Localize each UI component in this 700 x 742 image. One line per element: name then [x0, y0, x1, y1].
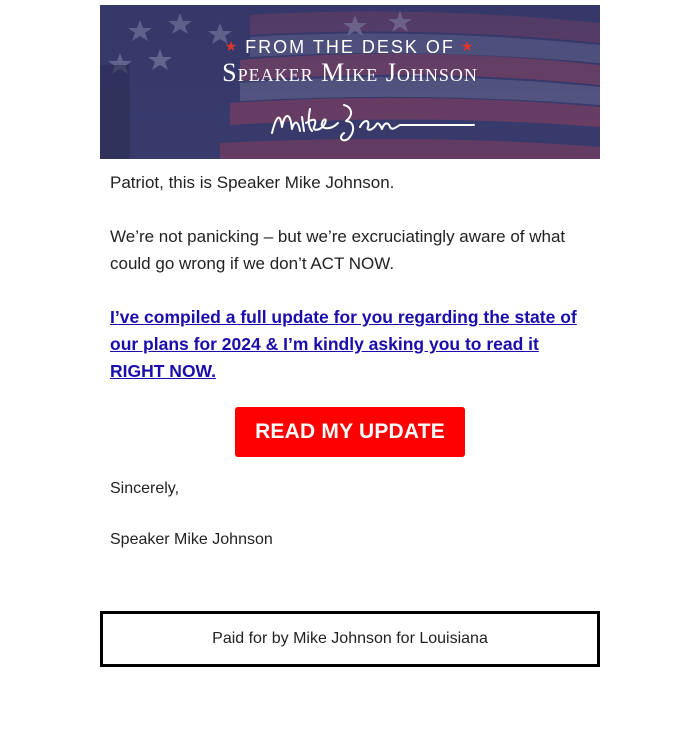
closing-signoff: Speaker Mike Johnson	[110, 531, 273, 548]
greeting-text: Patriot, this is Speaker Mike Johnson.	[110, 173, 395, 192]
read-my-update-button[interactable]: READ MY UPDATE	[235, 407, 465, 457]
paid-for-disclaimer-box	[100, 611, 600, 667]
header-kicker	[100, 37, 600, 58]
intro-paragraph: We’re not panicking – but we’re excruciatingly aware of what could go wrong if we don’t ACT NOW.	[110, 227, 566, 273]
read-update-link[interactable]: I’ve compiled a full update for you regarding the state of our plans for 2024 & I’m kindly asking you to read it RIGHT NOW.	[110, 307, 577, 381]
paid-for-disclaimer-text: Paid for by Mike Johnson for Louisiana	[212, 630, 488, 647]
signature-image	[268, 97, 478, 147]
email-content	[100, 5, 600, 553]
cta-container	[110, 407, 590, 457]
header-banner	[100, 5, 600, 159]
update-link-paragraph	[110, 304, 590, 385]
email-body	[100, 169, 600, 553]
star-icon: ★	[460, 38, 476, 54]
star-icon: ★	[224, 38, 240, 54]
header-kicker-text: FROM THE DESK OF	[245, 37, 455, 57]
header-title: Speaker Mike Johnson	[222, 58, 478, 87]
closing-sincerely: Sincerely,	[110, 480, 180, 497]
